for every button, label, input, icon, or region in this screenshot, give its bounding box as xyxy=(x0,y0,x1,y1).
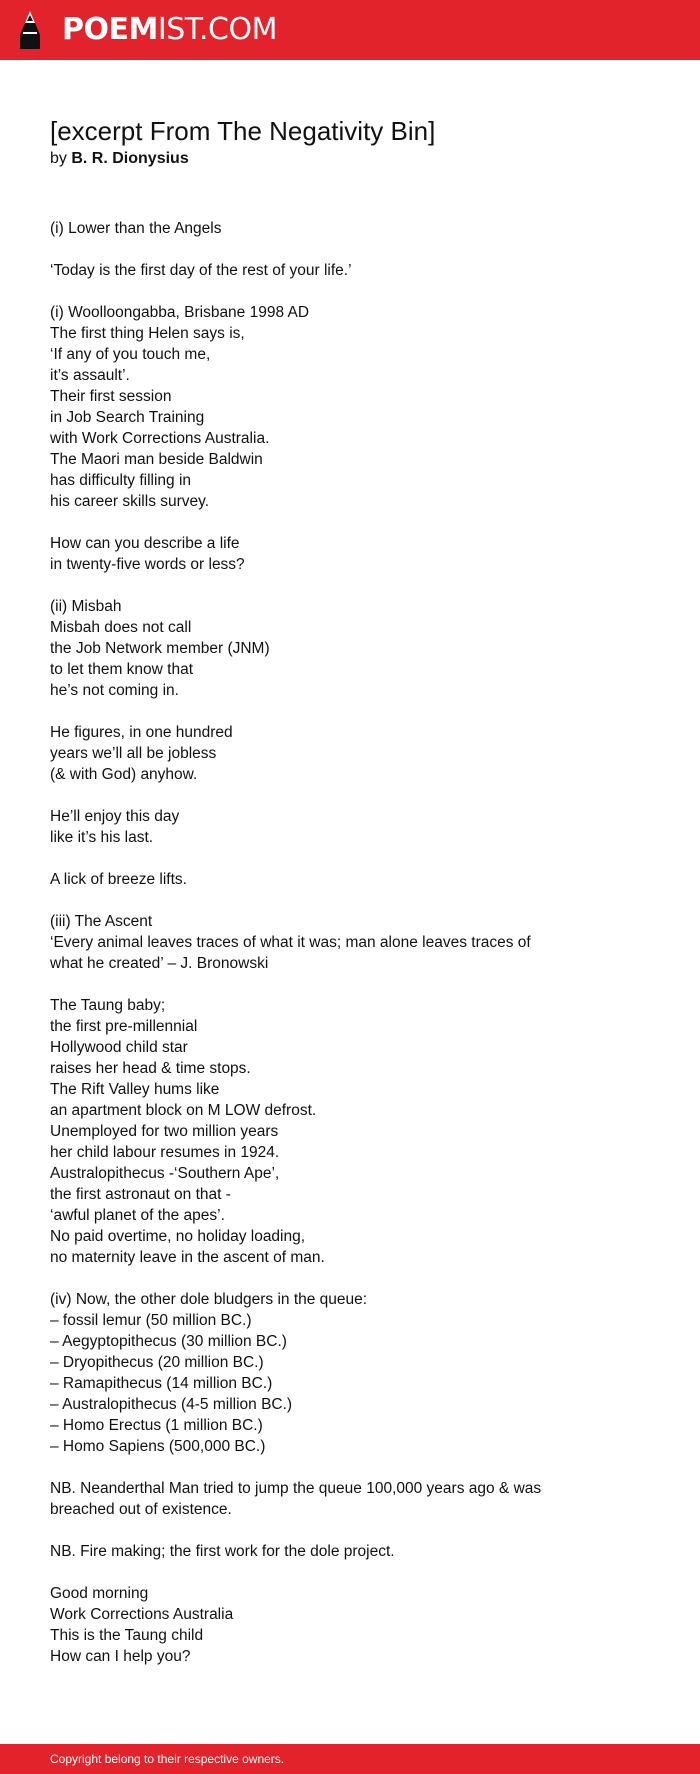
poem-line: the Job Network member (JNM) xyxy=(50,640,270,657)
logo-light: IST.COM xyxy=(157,12,277,47)
poem-line: Work Corrections Australia xyxy=(50,1606,234,1623)
poem-line: NB. Neanderthal Man tried to jump the queue 100,000 years ago & was xyxy=(50,1480,542,1497)
poem-line: – Ramapithecus (14 million BC.) xyxy=(50,1375,273,1392)
poem-line: ‘Today is the first day of the rest of your life.’ xyxy=(50,262,352,279)
poem-line: – Australopithecus (4-5 million BC.) xyxy=(50,1396,293,1413)
poem-line: her child labour resumes in 1924. xyxy=(50,1144,280,1161)
poem-line: (ii) Misbah xyxy=(50,598,122,615)
author-name[interactable]: B. R. Dionysius xyxy=(71,150,189,167)
poem-line: Misbah does not call xyxy=(50,619,192,636)
poem-line: How can you describe a life xyxy=(50,535,240,552)
poem-line: the first pre-millennial xyxy=(50,1018,198,1035)
pencil-icon[interactable] xyxy=(16,9,44,51)
copyright-text: Copyright belong to their respective owners. xyxy=(50,1752,285,1766)
poem-line: Hollywood child star xyxy=(50,1039,188,1056)
poem-line: – fossil lemur (50 million BC.) xyxy=(50,1312,252,1329)
poem-line: years we’ll all be jobless xyxy=(50,745,217,762)
poem-line: The Rift Valley hums like xyxy=(50,1081,220,1098)
poem-line: in Job Search Training xyxy=(50,409,205,426)
poem-line: – Homo Sapiens (500,000 BC.) xyxy=(50,1438,266,1455)
poem-line: (iii) The Ascent xyxy=(50,913,153,930)
stanza xyxy=(50,533,630,575)
poem-line: The Taung baby; xyxy=(50,997,166,1014)
byline xyxy=(50,148,189,170)
poem-line: The first thing Helen says is, xyxy=(50,325,245,342)
site-header xyxy=(0,0,700,60)
poem-line: breached out of existence. xyxy=(50,1501,232,1518)
stanza xyxy=(50,596,630,701)
poem-line: NB. Fire making; the first work for the dole project. xyxy=(50,1543,395,1560)
poem-line: to let them know that xyxy=(50,661,194,678)
poem-line: Good morning xyxy=(50,1585,149,1602)
poem-line: what he created’ – J. Bronowski xyxy=(50,955,269,972)
stanza xyxy=(50,1478,630,1520)
poem-body xyxy=(50,218,630,1688)
poem-line: (iv) Now, the other dole bludgers in the queue: xyxy=(50,1291,368,1308)
poem-line: ‘awful planet of the apes’. xyxy=(50,1207,225,1224)
poem-line: with Work Corrections Australia. xyxy=(50,430,270,447)
poem-line: no maternity leave in the ascent of man. xyxy=(50,1249,325,1266)
stanza xyxy=(50,995,630,1268)
poem-line: (i) Lower than the Angels xyxy=(50,220,222,237)
poem-line: it’s assault’. xyxy=(50,367,130,384)
poem-line: ‘If any of you touch me, xyxy=(50,346,211,363)
poem-line: This is the Taung child xyxy=(50,1627,204,1644)
poem-line: How can I help you? xyxy=(50,1648,191,1665)
poem-line: raises her head & time stops. xyxy=(50,1060,251,1077)
poem-line: (& with God) anyhow. xyxy=(50,766,198,783)
by-label: by xyxy=(50,150,67,167)
poem-line: (i) Woolloongabba, Brisbane 1998 AD xyxy=(50,304,310,321)
poem-line: No paid overtime, no holiday loading, xyxy=(50,1228,306,1245)
poem-line: Unemployed for two million years xyxy=(50,1123,279,1140)
poem-line: – Aegyptopithecus (30 million BC.) xyxy=(50,1333,287,1350)
stanza xyxy=(50,1289,630,1457)
stanza xyxy=(50,722,630,785)
stanza xyxy=(50,911,630,974)
poem-line: his career skills survey. xyxy=(50,493,210,510)
poem-line: Australopithecus -‘Southern Ape’, xyxy=(50,1165,280,1182)
poem-line: The Maori man beside Baldwin xyxy=(50,451,263,468)
poem-line: an apartment block on M LOW defrost. xyxy=(50,1102,317,1119)
poem-line: he’s not coming in. xyxy=(50,682,179,699)
stanza xyxy=(50,218,630,239)
poem-line: – Dryopithecus (20 million BC.) xyxy=(50,1354,264,1371)
poem-title: [excerpt From The Negativity Bin] xyxy=(50,116,436,146)
stanza xyxy=(50,869,630,890)
poem-line: ‘Every animal leaves traces of what it was; man alone leaves traces of xyxy=(50,934,531,951)
poem-line: He figures, in one hundred xyxy=(50,724,233,741)
site-footer xyxy=(0,1744,700,1774)
stanza xyxy=(50,806,630,848)
stanza xyxy=(50,1541,630,1562)
site-logo[interactable] xyxy=(62,12,277,48)
logo-bold: POEM xyxy=(62,12,158,47)
poem-line: the first astronaut on that - xyxy=(50,1186,231,1203)
stanza xyxy=(50,260,630,281)
poem-line: in twenty-five words or less? xyxy=(50,556,245,573)
poem-line: – Homo Erectus (1 million BC.) xyxy=(50,1417,263,1434)
poem-line: Their first session xyxy=(50,388,172,405)
stanza xyxy=(50,302,630,512)
poem-line: has difficulty filling in xyxy=(50,472,192,489)
poem-line: A lick of breeze lifts. xyxy=(50,871,187,888)
stanza xyxy=(50,1583,630,1667)
poem-line: like it’s his last. xyxy=(50,829,154,846)
poem-line: He’ll enjoy this day xyxy=(50,808,180,825)
